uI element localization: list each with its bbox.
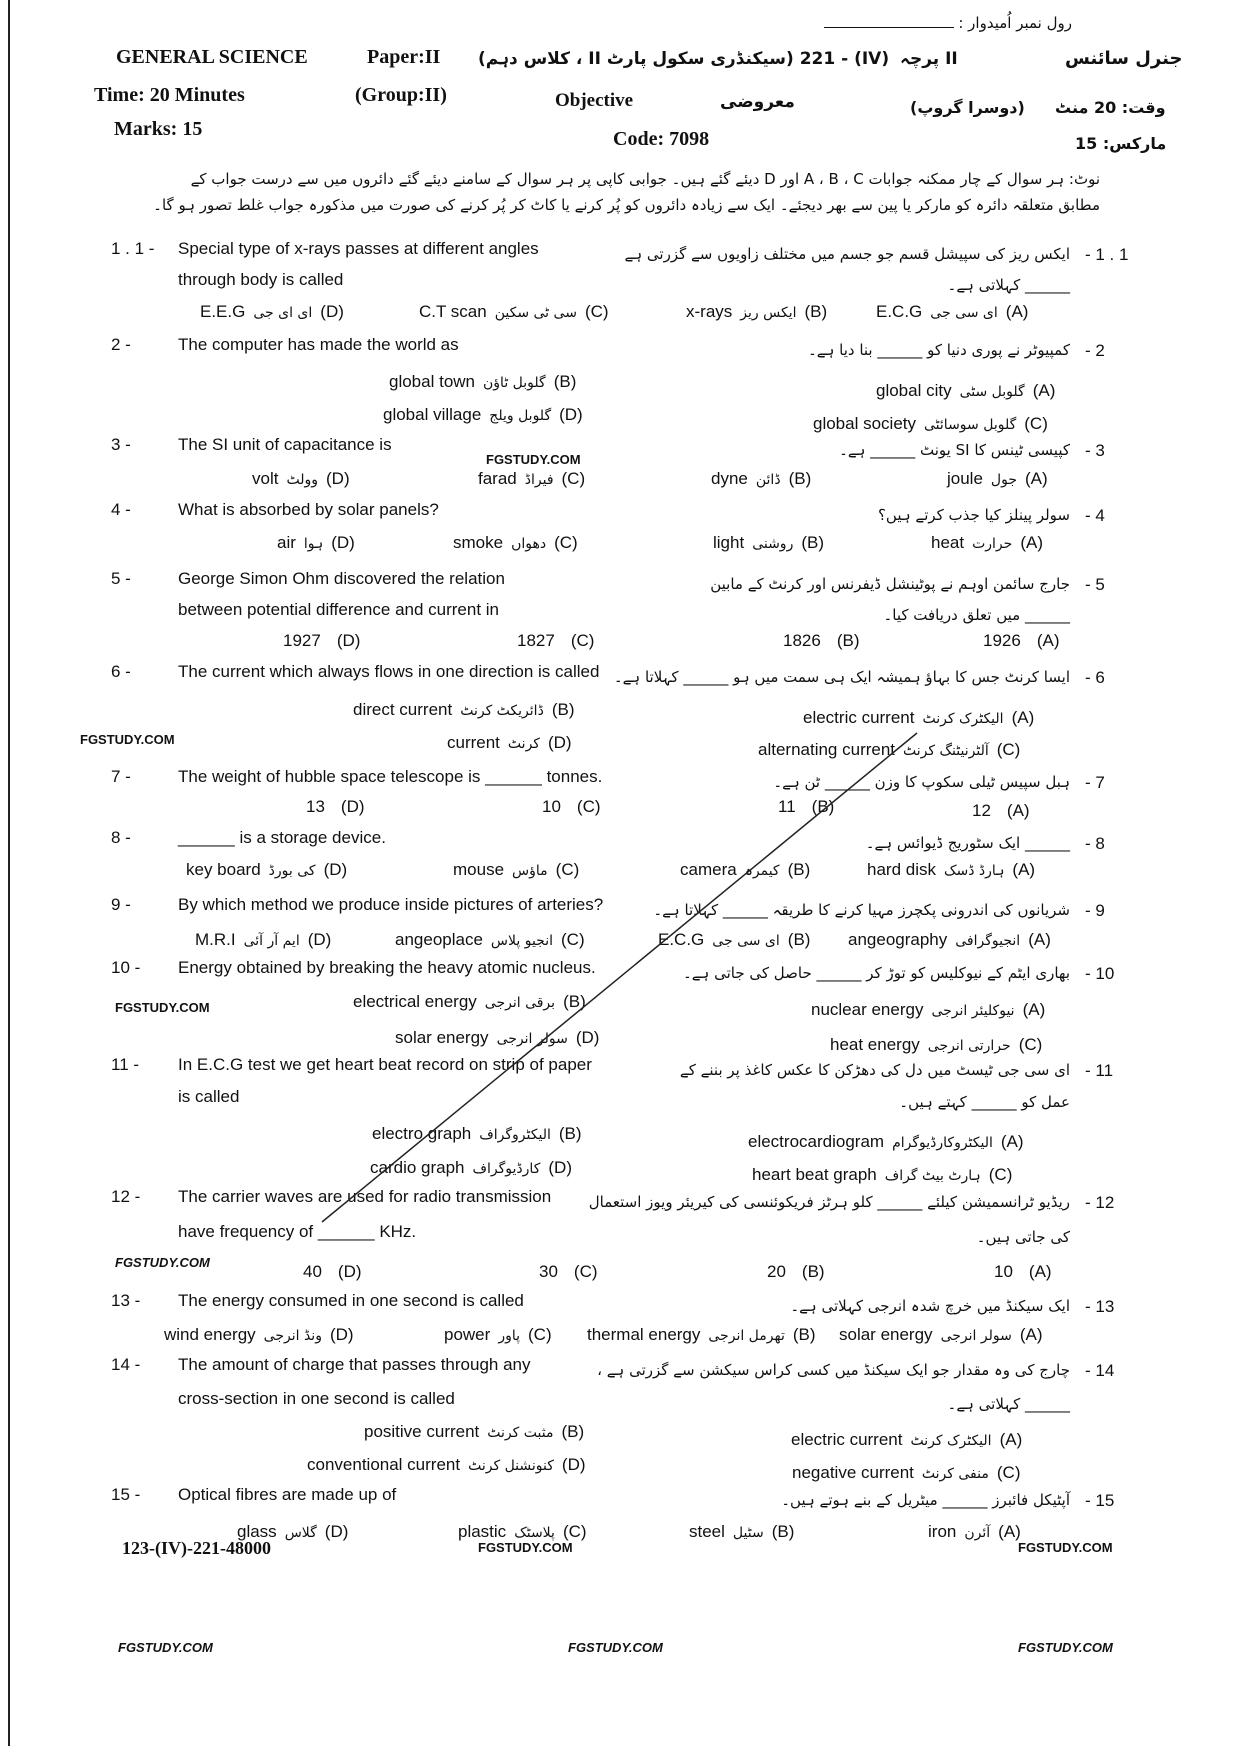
- option-letter: (B): [551, 700, 575, 719]
- question-text-en: Energy obtained by breaking the heavy atomic nucleus.: [178, 958, 596, 977]
- option-text-ur: کارڈیوگراف: [472, 1161, 541, 1177]
- option-letter: (A): [1020, 533, 1043, 552]
- option-text-en: 20: [767, 1262, 786, 1281]
- question-text-en: The energy consumed in one second is called: [178, 1291, 524, 1310]
- option-text-ur: فیراڈ: [524, 472, 554, 488]
- option-text-ur: روشنی: [752, 536, 794, 552]
- inline-watermark: FGSTUDY.COM: [115, 1255, 210, 1270]
- inline-watermark: FGSTUDY.COM: [115, 1000, 210, 1015]
- option-text-en: heart beat graph: [752, 1165, 877, 1184]
- option-letter: (A): [1028, 1262, 1052, 1281]
- option-text-en: volt: [252, 469, 279, 488]
- question-number-en: 5 -: [111, 569, 131, 588]
- question-text-ur: ______ ایک سٹوریج ڈیوائس ہے۔: [865, 834, 1070, 852]
- option-text-ur: ڈائریکٹ کرنٹ: [460, 703, 544, 719]
- option-text-ur: ہوا: [303, 536, 324, 552]
- question-number-ur: - 6: [1085, 668, 1105, 687]
- option-text-ur: گلوبل سٹی: [959, 384, 1025, 400]
- option-letter: (D): [337, 1262, 362, 1281]
- option-letter: (A): [1032, 381, 1056, 400]
- question-number-en: 13 -: [111, 1291, 141, 1310]
- option-text-en: 40: [303, 1262, 322, 1281]
- question-text-en: The current which always flows in one direction is called: [178, 662, 600, 681]
- question-number-ur: - 3: [1085, 441, 1105, 460]
- question-number-en: 10 -: [111, 958, 141, 977]
- option-letter: (D): [323, 860, 348, 879]
- option-text-en: mouse: [453, 860, 505, 879]
- question-number-ur: - 8: [1085, 834, 1105, 853]
- question-text-ur: ______ کہلاتی ہے۔: [947, 1395, 1070, 1413]
- question-number-ur: - 2: [1085, 341, 1105, 360]
- option-text-ur: ڈائن: [755, 472, 781, 488]
- option-text-en: E.E.G: [200, 302, 246, 321]
- option-text-en: hard disk: [867, 860, 936, 879]
- question-text-ur: عمل کو ______ کہتے ہیں۔: [899, 1093, 1070, 1111]
- marks-en: Marks: 15: [114, 118, 203, 140]
- option-letter: (D): [336, 631, 361, 650]
- option-text-ur: سولر انرجی: [496, 1031, 568, 1047]
- option-letter: (C): [554, 533, 578, 552]
- question-number-en: 11 -: [111, 1055, 140, 1074]
- question-number-en: 7 -: [111, 767, 131, 786]
- option-text-ur: تھرمل انرجی: [708, 1328, 785, 1344]
- question-text-ur: بھاری ایٹم کے نیوکلیس کو توڑ کر ______ حاصل کی جاتی ہے۔: [682, 964, 1070, 982]
- option-letter: (B): [836, 631, 860, 650]
- question-text-en: through body is called: [178, 270, 344, 289]
- option-text-ur: سی ٹی سکین: [494, 305, 577, 321]
- option-text-ur: سولر انرجی: [940, 1328, 1012, 1344]
- marks-ur: مارکس: 15: [1075, 134, 1167, 153]
- option-letter: (B): [553, 372, 577, 391]
- option-letter: (A): [1000, 1132, 1024, 1151]
- question-text-en: The carrier waves are used for radio transmission: [178, 1187, 552, 1206]
- roll-label-text: رول نمبر اُمیدوار :: [958, 14, 1072, 32]
- option-text-en: power: [444, 1325, 491, 1344]
- option-text-ur: ونڈ انرجی: [263, 1328, 322, 1344]
- option-text-ur: منفی کرنٹ: [921, 1466, 989, 1482]
- option-text-ur: پلاسٹک: [514, 1525, 555, 1541]
- option-text-en: global town: [389, 372, 476, 391]
- option-letter: (D): [307, 930, 332, 949]
- option-letter: (B): [771, 1522, 795, 1541]
- option-text-ur: نیوکلیئر انرجی: [931, 1003, 1015, 1019]
- option-letter: (B): [561, 1422, 585, 1441]
- option-letter: (C): [562, 1522, 587, 1541]
- option-text-ur: گلوبل ٹاؤن: [483, 375, 546, 391]
- inline-watermark: FGSTUDY.COM: [486, 452, 581, 467]
- question-text-en: have frequency of ______ KHz.: [178, 1222, 417, 1241]
- option-text-en: negative current: [792, 1463, 914, 1482]
- option-letter: (B): [787, 860, 811, 879]
- option-letter: (C): [584, 302, 609, 321]
- question-text-en: In E.C.G test we get heart beat record on strip of paper: [178, 1055, 592, 1074]
- option-text-ur: ای سی جی: [712, 933, 780, 949]
- option-text-en: iron: [928, 1522, 957, 1541]
- option-letter: (A): [1024, 469, 1048, 488]
- objective-en: Objective: [555, 90, 634, 111]
- option-letter: (A): [1019, 1325, 1043, 1344]
- option-letter: (C): [528, 1325, 552, 1344]
- option-text-en: direct current: [353, 700, 453, 719]
- option-text-en: 10: [542, 797, 561, 816]
- question-number-en: 1 . 1 -: [111, 239, 155, 258]
- option-text-en: electro graph: [372, 1124, 472, 1143]
- option-text-en: electric current: [803, 708, 915, 727]
- option-letter: (C): [576, 797, 601, 816]
- question-number-ur: - 7: [1085, 773, 1105, 792]
- option-text-ur: الیکٹرک کرنٹ: [910, 1433, 992, 1449]
- option-letter: (D): [320, 302, 344, 321]
- question-text-en: The amount of charge that passes through any: [178, 1355, 531, 1374]
- question-text-en: ______ is a storage device.: [178, 828, 386, 847]
- option-text-en: heat: [931, 533, 965, 552]
- question-number-en: 2 -: [111, 335, 131, 354]
- option-text-ur: گلوبل ویلج: [489, 408, 552, 424]
- option-letter: (A): [1028, 930, 1051, 949]
- option-text-en: electrical energy: [353, 992, 477, 1011]
- question-text-ur: جارج سائمن اوہم نے پوٹینشل ڈیفرنس اور کرنٹ کے مابین: [710, 575, 1070, 593]
- option-text-en: 1926: [983, 631, 1021, 650]
- option-text-en: solar energy: [839, 1325, 933, 1344]
- option-text-en: farad: [478, 469, 517, 488]
- question-text-ur: ہبل سپیس ٹیلی سکوپ کا وزن ______ ٹن ہے۔: [773, 773, 1070, 791]
- footer-watermark-right: FGSTUDY.COM: [1018, 1640, 1113, 1655]
- option-text-en: key board: [186, 860, 261, 879]
- question-number-ur: - 11: [1085, 1061, 1114, 1080]
- exam-title-ur: (IV) - 221 (سیکنڈری سکول پارٹ II ، کلاس دہم): [478, 49, 890, 69]
- question-text-ur: ایک سیکنڈ میں خرچ شدہ انرجی کہلاتی ہے۔: [790, 1297, 1070, 1315]
- option-letter: (B): [792, 1325, 816, 1344]
- question-number-en: 6 -: [111, 662, 131, 681]
- footer-paper-code: 123-(IV)-221-48000: [122, 1538, 271, 1558]
- option-letter: (B): [787, 930, 811, 949]
- option-text-ur: مثبت کرنٹ: [487, 1425, 554, 1441]
- option-text-en: electrocardiogram: [748, 1132, 885, 1151]
- option-text-en: steel: [689, 1522, 725, 1541]
- question-number-ur: - 14: [1085, 1361, 1115, 1380]
- option-letter: (D): [329, 1325, 354, 1344]
- instructions-line-2: مطابق متعلقہ دائرہ کو مارکر یا پین سے بھر دیجئے۔ ایک سے زیادہ دائروں کو پُر کرنے یا کاٹ کر پُر کرنے کی صورت میں مذکورہ جواب غلط تصور ہو گا۔: [153, 196, 1100, 214]
- question-text-en: Special type of x-rays passes at different angles: [178, 239, 539, 258]
- option-text-en: thermal energy: [587, 1325, 701, 1344]
- option-text-ur: ایم آر آئی: [243, 933, 300, 949]
- option-text-ur: کی بورڈ: [268, 863, 316, 879]
- option-letter: (D): [324, 1522, 349, 1541]
- option-text-en: 1827: [517, 631, 555, 650]
- option-letter: (B): [801, 533, 825, 552]
- option-text-en: joule: [947, 469, 983, 488]
- option-letter: (D): [561, 1455, 586, 1474]
- option-letter: (B): [811, 797, 835, 816]
- question-text-en: cross-section in one second is called: [178, 1389, 455, 1408]
- option-text-ur: انجیوگرافی: [955, 933, 1021, 949]
- option-text-en: M.R.I: [195, 930, 236, 949]
- inline-watermark: FGSTUDY.COM: [1018, 1540, 1113, 1555]
- option-letter: (C): [555, 860, 580, 879]
- option-letter: (D): [559, 405, 583, 424]
- option-text-ur: گلوبل سوسائٹی: [924, 417, 1017, 433]
- question-number-ur: - 10: [1085, 964, 1115, 983]
- question-text-en: Optical fibres are made up of: [178, 1485, 397, 1504]
- option-text-ur: الیکٹروکارڈیوگرام: [892, 1135, 993, 1151]
- option-text-en: 10: [994, 1262, 1013, 1281]
- question-text-ur: ایسا کرنٹ جس کا بہاؤ ہمیشہ ایک ہی سمت میں ہو ______ کہلاتا ہے۔: [613, 668, 1070, 686]
- option-text-en: C.T scan: [419, 302, 487, 321]
- option-letter: (B): [804, 302, 828, 321]
- option-letter: (A): [1012, 860, 1036, 879]
- question-text-en: The SI unit of capacitance is: [178, 435, 392, 454]
- option-text-ur: سٹیل: [732, 1525, 764, 1541]
- option-letter: (C): [561, 469, 586, 488]
- option-text-ur: ایکس ریز: [740, 305, 797, 321]
- option-text-ur: انجیو پلاس: [490, 933, 553, 949]
- option-letter: (C): [1018, 1035, 1043, 1054]
- question-number-ur: - 4: [1085, 506, 1105, 525]
- option-letter: (D): [331, 533, 355, 552]
- paper-ur: II پرچہ: [900, 49, 958, 69]
- option-text-en: 30: [539, 1262, 558, 1281]
- option-text-en: global city: [876, 381, 952, 400]
- option-text-ur: ماؤس: [512, 863, 548, 879]
- option-letter: (C): [573, 1262, 598, 1281]
- instructions-line-1: نوٹ: ہر سوال کے چار ممکنہ جوابات A ، B ، C اور D دیئے گئے ہیں۔ جوابی کاپی پر ہر سوال کے سامنے دیئے گئے دائروں میں سے درست جواب کے: [190, 170, 1100, 188]
- question-text-ur: آپٹیکل فائبرز ______ میٹریل کے بنے ہوتے ہیں۔: [781, 1491, 1070, 1509]
- option-text-en: conventional current: [307, 1455, 461, 1474]
- option-letter: (C): [570, 631, 595, 650]
- option-text-en: heat energy: [830, 1035, 920, 1054]
- option-text-ur: الیکٹروگراف: [479, 1127, 551, 1143]
- group-ur: (دوسرا گروپ): [910, 98, 1025, 117]
- subject-en: GENERAL SCIENCE: [116, 46, 308, 68]
- option-text-en: x-rays: [686, 302, 733, 321]
- option-letter: (A): [998, 1522, 1021, 1541]
- option-letter: (B): [801, 1262, 825, 1281]
- question-text-ur: ریڈیو ٹرانسمیشن کیلئے ______ کلو ہرٹز فریکوئنسی کی کیریئر ویوز استعمال: [588, 1193, 1070, 1211]
- question-number-ur: - 13: [1085, 1297, 1115, 1316]
- question-number-en: 8 -: [111, 828, 131, 847]
- option-text-ur: ای ای جی: [253, 305, 313, 321]
- question-number-en: 12 -: [111, 1187, 141, 1206]
- option-text-en: current: [447, 733, 500, 752]
- question-text-ur: سولر پینلز کیا جذب کرتے ہیں؟: [877, 506, 1070, 524]
- option-letter: (A): [999, 1430, 1023, 1449]
- option-text-en: electric current: [791, 1430, 903, 1449]
- option-text-en: positive current: [364, 1422, 480, 1441]
- option-text-en: wind energy: [164, 1325, 256, 1344]
- option-text-en: 11: [778, 797, 796, 816]
- option-letter: (C): [988, 1165, 1013, 1184]
- question-number-en: 3 -: [111, 435, 131, 454]
- question-text-en: is called: [178, 1087, 240, 1106]
- time-ur: وقت: 20 منٹ: [1055, 98, 1166, 117]
- option-letter: (B): [788, 469, 812, 488]
- footer-watermark-left: FGSTUDY.COM: [118, 1640, 213, 1655]
- option-letter: (C): [996, 1463, 1021, 1482]
- option-text-ur: آلٹرنیٹنگ کرنٹ: [903, 743, 989, 759]
- option-text-en: E.C.G: [658, 930, 705, 949]
- inline-watermark: FGSTUDY.COM: [478, 1540, 573, 1555]
- question-number-ur: - 1 . 1: [1085, 245, 1129, 264]
- option-text-en: 1927: [283, 631, 321, 650]
- option-text-en: alternating current: [758, 740, 896, 759]
- option-text-ur: ای سی جی: [930, 305, 998, 321]
- question-text-en: The weight of hubble space telescope is ______ tonnes.: [178, 767, 603, 786]
- option-text-ur: وولٹ: [286, 472, 319, 488]
- option-text-en: angeography: [848, 930, 948, 949]
- question-number-ur: - 12: [1085, 1193, 1115, 1212]
- option-text-en: glass: [237, 1522, 277, 1541]
- question-text-en: The computer has made the world as: [178, 335, 459, 354]
- option-letter: (D): [340, 797, 365, 816]
- option-text-en: camera: [680, 860, 737, 879]
- question-number-en: 9 -: [111, 895, 131, 914]
- question-text-ur: شریانوں کی اندرونی پکچرز مہیا کرنے کا طریقہ ______ کہلاتا ہے۔: [653, 901, 1070, 919]
- time-en: Time: 20 Minutes: [94, 84, 245, 106]
- footer-watermark-center: FGSTUDY.COM: [568, 1640, 663, 1655]
- option-text-ur: ہارڈ ڈسک: [943, 863, 1005, 879]
- group-en: (Group:II): [355, 84, 447, 106]
- option-letter: (A): [1006, 801, 1030, 820]
- option-text-en: smoke: [453, 533, 504, 552]
- option-text-en: 1826: [783, 631, 821, 650]
- option-text-ur: جول: [990, 472, 1017, 488]
- option-text-en: nuclear energy: [811, 1000, 924, 1019]
- question-text-ur: کپیسی ٹینس کا SI یونٹ ______ ہے۔: [839, 441, 1070, 459]
- question-number-ur: - 9: [1085, 901, 1105, 920]
- option-text-en: cardio graph: [370, 1158, 465, 1177]
- option-letter: (C): [561, 930, 585, 949]
- question-text-ur: کی جاتی ہیں۔: [976, 1228, 1070, 1246]
- option-letter: (A): [1022, 1000, 1046, 1019]
- option-letter: (C): [1024, 414, 1048, 433]
- option-letter: (D): [548, 1158, 572, 1177]
- option-letter: (A): [1036, 631, 1060, 650]
- diagonal-stroke: [322, 733, 917, 1222]
- question-number-ur: - 5: [1085, 575, 1105, 594]
- question-number-ur: - 15: [1085, 1491, 1115, 1510]
- option-text-ur: حرارتی انرجی: [927, 1038, 1011, 1054]
- subject-ur: جنرل سائنس: [1065, 48, 1183, 69]
- option-text-ur: آئرن: [964, 1525, 991, 1541]
- option-letter: (C): [996, 740, 1021, 759]
- question-number-en: 15 -: [111, 1485, 141, 1504]
- option-letter: (B): [558, 1124, 582, 1143]
- option-letter: (B): [563, 992, 586, 1011]
- question-text-en: George Simon Ohm discovered the relation: [178, 569, 505, 588]
- question-text-ur: چارج کی وہ مقدار جو ایک سیکنڈ میں کسی کراس سیکشن سے گزرتی ہے ،: [597, 1361, 1070, 1379]
- option-text-ur: گلاس: [284, 1525, 317, 1541]
- option-text-ur: کنونشنل کرنٹ: [468, 1458, 554, 1474]
- question-text-ur: ______ میں تعلق دریافت کیا۔: [883, 606, 1070, 624]
- question-text-ur: ایکس ریز کی سپیشل قسم جو جسم میں مختلف زاویوں سے گزرتی ہے: [624, 245, 1070, 263]
- option-letter: (D): [575, 1028, 600, 1047]
- paper-code: Code: 7098: [613, 128, 710, 150]
- option-text-en: air: [277, 533, 296, 552]
- option-letter: (A): [1011, 708, 1035, 727]
- objective-ur: معروضی: [720, 92, 795, 112]
- option-text-ur: دھواں: [511, 536, 547, 552]
- option-text-en: solar energy: [395, 1028, 489, 1047]
- question-text-ur: ______ کہلاتی ہے۔: [947, 276, 1070, 294]
- option-text-en: global society: [813, 414, 917, 433]
- option-text-en: E.C.G: [876, 302, 923, 321]
- question-text-ur: ای سی جی ٹیسٹ میں دل کی دھڑکن کا عکس کاغذ پر بننے کے: [679, 1061, 1070, 1079]
- option-text-ur: کیمرہ: [744, 863, 780, 879]
- option-text-ur: حرارت: [972, 536, 1013, 552]
- question-number-en: 14 -: [111, 1355, 141, 1374]
- question-text-ur: کمپیوٹر نے پوری دنیا کو ______ بنا دیا ہے۔: [808, 341, 1070, 359]
- option-letter: (D): [326, 469, 350, 488]
- paper-en: Paper:II: [367, 46, 441, 68]
- option-text-en: angeoplace: [395, 930, 483, 949]
- option-letter: (A): [1005, 302, 1029, 321]
- option-text-en: global village: [383, 405, 482, 424]
- option-text-ur: ہارٹ بیٹ گراف: [884, 1168, 981, 1184]
- option-letter: (D): [547, 733, 572, 752]
- question-text-en: What is absorbed by solar panels?: [178, 500, 439, 519]
- question-number-en: 4 -: [111, 500, 131, 519]
- option-text-en: dyne: [711, 469, 748, 488]
- option-text-ur: پاور: [498, 1328, 520, 1344]
- option-text-en: light: [713, 533, 745, 552]
- option-text-en: plastic: [458, 1522, 507, 1541]
- option-text-en: 12: [972, 801, 991, 820]
- question-text-en: between potential difference and current in: [178, 600, 500, 619]
- option-text-en: 13: [306, 797, 325, 816]
- question-text-en: By which method we produce inside pictures of arteries?: [178, 895, 604, 914]
- option-text-ur: الیکٹرک کرنٹ: [922, 711, 1004, 727]
- option-text-ur: کرنٹ: [507, 736, 540, 752]
- option-text-ur: برقی انرجی: [484, 995, 556, 1011]
- inline-watermark: FGSTUDY.COM: [80, 732, 175, 747]
